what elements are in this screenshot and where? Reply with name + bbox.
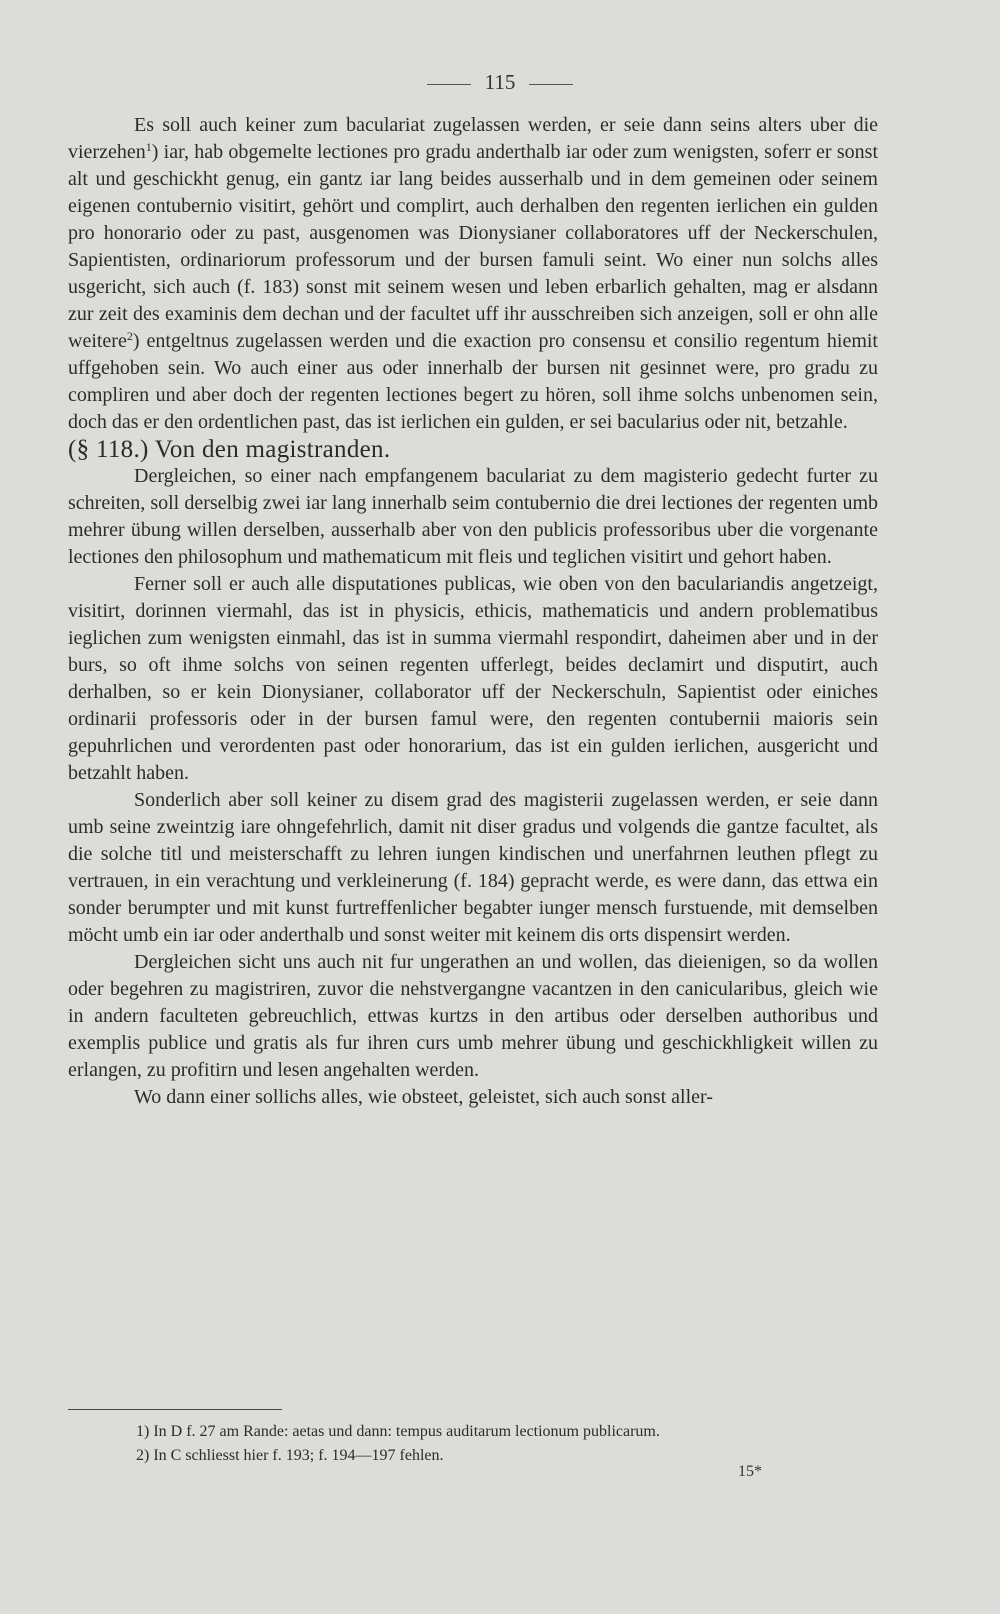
footnote-rule xyxy=(68,1409,282,1410)
page-header xyxy=(0,70,1000,95)
paragraph-text: ) iar, hab obgemelte lectiones pro gradu anderthalb iar oder zum wenigsten, soferr er sonst alt und geschickht genug, ein gantz iar lang beides ausserhalb und in dem gemeinen oder seinem eigenen contubernio visitirt, gehört und complirt, auch derhalben den regenten ierlichen ein gulden pro honorario oder zu past, ausgenomen was Dionysianer collaboratores uff der Neckerschulen, Sapientisten, ordinariorum professorum und der bursen famuli seint. Wo einer nun solchs alles usgericht, sich auch (f. 183) sonst mit seinem wesen und leben erbarlich gehalten, mag er alsdann zur zeit des examinis dem dechan und der facultet uff ihr ausschreiben sich anzeigen, soll er ohn alle weitere xyxy=(68,141,878,352)
paragraph-text: Es soll auch keiner zum baculariat zugelassen werden, er seie dann seins alters uber die vierzehen xyxy=(68,114,878,163)
header-dash-right xyxy=(529,84,573,85)
footnote: 2) In C schliesst hier f. 193; f. 194—197 fehlen. xyxy=(136,1447,444,1464)
paragraph: Dergleichen, so einer nach empfangenem baculariat zu dem magisterio gedecht furter zu schreiten, soll derselbig zwei iar lang innerhalb seim contubernio die drei lectiones der regenten umb mehrer übung willen derselben, ausserhalb aber von den publicis professoribus uber die vorgenante lectiones den philosophum und mathematicum mit fleis und teglichen visitirt und gehort haben. xyxy=(68,465,878,568)
paragraph: Wo dann einer sollichs alles, wie obsteet, geleistet, sich auch sonst aller- xyxy=(134,1086,713,1108)
signature-mark: 15* xyxy=(738,1463,762,1480)
footnote-mark: 2 xyxy=(126,329,133,343)
footnote: 1) In D f. 27 am Rande: aetas und dann: tempus auditarum lectionum publicarum. xyxy=(136,1423,660,1440)
page-number: 115 xyxy=(484,70,516,94)
footnote-mark: 1 xyxy=(145,140,152,154)
paragraph-text: ) entgeltnus zugelassen werden und die exaction pro consensu et consilio regentum hiemit uffgehoben sein. Wo auch einer aus oder innerhalb der bursen nit gesinnet were, pro gradu zu compliren und aber doch der regenten lectiones begert zu hören, soll ihme solchs unbenomen sein, doch das er den ordentlichen past, das ist ierlichen ein gulden, er sei bacularius oder nit, betzahle. xyxy=(68,330,878,433)
paragraph: Sonderlich aber soll keiner zu disem grad des magisterii zugelassen werden, er seie dann umb seine zweintzig iare ohngefehrlich, damit nit diser gradus und volgends die gantze facultet, als die solche titl und meisterschafft zu lehren iungen kindischen und unerfahrnen leuthen pflegt zu vertrauen, in ein verachtung und verkleinerung (f. 184) gepracht werde, es were dann, das ettwa ein sonder berumpter und mit kunst furtreffenlicher begabter iunger mensch furstuende, mit demselben möcht umb ein iar oder anderthalb und sonst weiter mit keinem dis orts dispensirt werden. xyxy=(68,789,878,946)
paragraph: Ferner soll er auch alle disputationes publicas, wie oben von den baculariandis angetzeigt, visitirt, dorinnen viermahl, das ist in physicis, ethicis, mathematicis und andern problematibus ieglichen zum wenigsten einmahl, das ist in summa viermahl respondirt, daheimen aber und in der burs, so oft ihme solchs von seinen regenten ufferlegt, beides declamirt und disputirt, auch derhalben, so er kein Dionysianer, collaborator uff der Neckerschuln, Sapientist oder einiches ordinarii professoris oder in der bursen famul were, den regenten contubernii maioris sein gepuhrlichen und verordenten past oder honorarium, das ist ein gulden ierlichen, ausgericht und betzahlt haben. xyxy=(68,573,878,784)
paragraph xyxy=(68,112,878,436)
paragraph: Dergleichen sicht uns auch nit fur ungerathen an und wollen, das dieienigen, so da wollen oder begehren zu magistriren, zuvor die nehstvergangne vacantzen in den canicularibus, gleich wie in andern faculteten gebreuchlich, ettwas kurtzs in den artibus oder derselben authoribus und exemplis publice und gratis als fur ihren curs umb mehrer übung und geschickhligkeit willen zu erlangen, zu profitirn und lesen angehalten werden. xyxy=(68,951,878,1081)
footnotes xyxy=(136,1420,856,1468)
header-dash-left xyxy=(427,84,471,85)
main-text xyxy=(68,112,878,1111)
section-heading: (§ 118.) Von den magistranden. xyxy=(68,436,391,463)
